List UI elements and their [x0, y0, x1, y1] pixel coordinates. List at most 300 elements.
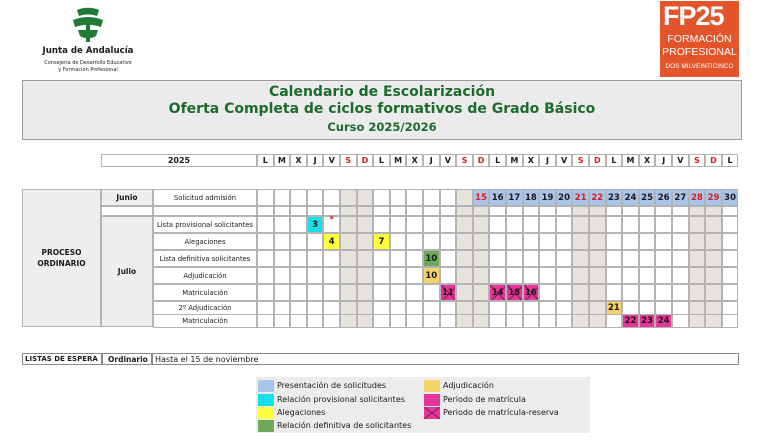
calendar-cell	[456, 267, 473, 284]
junio-day: 15	[473, 189, 490, 206]
calendar-cell	[456, 301, 473, 315]
calendar-cell	[274, 250, 291, 267]
fp25-line-formacion: FORMACIÓN	[667, 33, 732, 45]
calendar-cell	[473, 314, 490, 328]
legend-item-matricula	[424, 393, 526, 406]
calendar-cell	[672, 267, 689, 284]
calendar-cell	[373, 189, 390, 206]
calendar-cell	[539, 314, 556, 328]
spacer-cell	[589, 206, 606, 216]
calendar-cell	[290, 233, 307, 250]
calendar-cell	[523, 314, 540, 328]
calendar-cell	[323, 189, 340, 206]
calendar-cell	[423, 189, 440, 206]
calendar-cell	[689, 216, 706, 233]
calendar-cell	[357, 267, 374, 284]
calendar-cell	[406, 301, 423, 315]
legend-label: Periodo de matrícula	[443, 395, 526, 404]
weekday-header: L	[489, 154, 506, 167]
calendar-cell	[323, 250, 340, 267]
calendar-cell	[589, 233, 606, 250]
weekday-header: V	[323, 154, 340, 167]
calendar-cell	[506, 267, 523, 284]
calendar-cell	[340, 267, 357, 284]
spacer-cell	[523, 206, 540, 216]
legend-item-alegaciones	[258, 406, 325, 419]
spacer-cell	[153, 206, 257, 216]
calendar-cell	[722, 250, 739, 267]
calendar-cell	[440, 267, 457, 284]
calendar-cell	[606, 250, 623, 267]
calendar-cell	[290, 216, 307, 233]
calendar-cell	[440, 216, 457, 233]
calendar-cell	[274, 284, 291, 301]
calendar-cell	[390, 233, 407, 250]
calendar-cell	[689, 233, 706, 250]
calendar-cell	[705, 301, 722, 315]
calendar-cell	[440, 250, 457, 267]
legend-item-reserva	[424, 406, 559, 419]
calendar-cell	[606, 233, 623, 250]
calendar-cell	[323, 314, 340, 328]
calendar-cell	[323, 267, 340, 284]
calendar-cell	[307, 233, 324, 250]
calendar-cell	[274, 314, 291, 328]
fp25-wordmark: FP25	[663, 1, 724, 31]
event-matricula: 23	[639, 314, 656, 328]
spacer-cell	[572, 206, 589, 216]
calendar-cell	[440, 314, 457, 328]
calendar-cell	[622, 250, 639, 267]
junio-day: 29	[705, 189, 722, 206]
event-matricula: 22	[622, 314, 639, 328]
calendar-cell	[689, 301, 706, 315]
spacer-cell	[539, 206, 556, 216]
calendar-cell	[257, 189, 274, 206]
calendar-cell	[689, 284, 706, 301]
row-label: Solicitud admisión	[153, 189, 257, 206]
calendar-cell	[323, 284, 340, 301]
calendar-cell	[340, 189, 357, 206]
calendar-cell	[357, 189, 374, 206]
calendar-cell	[556, 267, 573, 284]
spacer-cell	[622, 206, 639, 216]
calendar-cell	[539, 233, 556, 250]
calendar-cell	[456, 216, 473, 233]
weekday-header: M	[622, 154, 639, 167]
calendar-cell	[722, 233, 739, 250]
calendar-cell	[357, 250, 374, 267]
calendar-cell	[340, 284, 357, 301]
spacer-cell	[357, 206, 374, 216]
calendar-cell	[572, 233, 589, 250]
calendar-cell	[307, 301, 324, 315]
calendar-cell	[373, 314, 390, 328]
spacer-cell	[340, 206, 357, 216]
weekday-header: D	[705, 154, 722, 167]
calendar-cell	[589, 216, 606, 233]
calendar-cell	[572, 301, 589, 315]
legend-swatch-provisional	[258, 394, 274, 406]
calendar-cell	[539, 250, 556, 267]
calendar-cell	[440, 189, 457, 206]
calendar-cell	[655, 301, 672, 315]
calendar-cell	[506, 301, 523, 315]
event-matricula: 24	[655, 314, 672, 328]
weekday-header: S	[572, 154, 589, 167]
calendar-cell	[655, 216, 672, 233]
weekday-header: X	[290, 154, 307, 167]
spacer-cell	[689, 206, 706, 216]
calendar-cell	[390, 301, 407, 315]
spacer-cell	[440, 206, 457, 216]
calendar-cell	[406, 216, 423, 233]
calendar-cell	[705, 216, 722, 233]
calendar-cell	[323, 301, 340, 315]
spacer-cell	[456, 206, 473, 216]
spacer-cell	[307, 206, 324, 216]
calendar-cell	[307, 284, 324, 301]
year-label: 2025	[101, 154, 257, 167]
weekday-header: X	[639, 154, 656, 167]
calendar-cell	[672, 250, 689, 267]
calendar-cell	[473, 216, 490, 233]
row-label: Adjudicación	[153, 267, 257, 284]
weekday-header: J	[423, 154, 440, 167]
junio-day: 22	[589, 189, 606, 206]
calendar-cell	[489, 250, 506, 267]
calendar-cell	[406, 250, 423, 267]
reserva-cross-icon	[424, 407, 440, 419]
weekday-header: J	[655, 154, 672, 167]
event-adjudicacion: 10	[423, 267, 440, 284]
calendar-cell	[440, 233, 457, 250]
calendar-cell	[456, 314, 473, 328]
calendar-cell	[340, 314, 357, 328]
calendar-cell	[274, 301, 291, 315]
legend-item-definitiva	[258, 419, 411, 432]
calendar-cell	[257, 314, 274, 328]
legend-swatch-reserva	[424, 407, 440, 419]
legend-swatch-definitiva	[258, 420, 274, 432]
calendar-cell	[473, 250, 490, 267]
calendar-cell	[655, 250, 672, 267]
calendar-cell	[423, 301, 440, 315]
calendar-cell	[390, 189, 407, 206]
calendar-cell	[622, 267, 639, 284]
calendar-cell	[274, 267, 291, 284]
spacer-cell	[257, 206, 274, 216]
proceso-ordinario-label: PROCESO ORDINARIO	[22, 189, 101, 327]
calendar-cell	[357, 216, 374, 233]
calendar-cell	[523, 301, 540, 315]
calendar-cell	[606, 216, 623, 233]
legend-swatch-matricula	[424, 394, 440, 406]
calendar-cell	[357, 284, 374, 301]
calendar-cell	[556, 216, 573, 233]
spacer-cell	[390, 206, 407, 216]
junio-day: 18	[523, 189, 540, 206]
calendar-cell	[556, 233, 573, 250]
calendar-cell	[456, 189, 473, 206]
junta-name: Junta de Andalucía	[42, 46, 134, 56]
junio-day: 21	[572, 189, 589, 206]
month-julio: Julio	[101, 216, 153, 327]
legend-label: Presentación de solicitudes	[277, 381, 387, 390]
calendar-cell	[539, 216, 556, 233]
calendar-cell	[672, 301, 689, 315]
calendar-cell	[290, 301, 307, 315]
calendar-cell	[373, 216, 390, 233]
legend-label: Relación provisional solicitantes	[277, 395, 405, 404]
calendar-cell	[406, 189, 423, 206]
waiting-list-value: Hasta el 15 de noviembre	[152, 353, 739, 365]
spacer-cell	[506, 206, 523, 216]
calendar-cell	[257, 250, 274, 267]
calendar-cell	[672, 284, 689, 301]
calendar-cell	[556, 250, 573, 267]
calendar-cell	[307, 189, 324, 206]
calendar-cell	[274, 233, 291, 250]
weekday-header: X	[523, 154, 540, 167]
junio-day: 30	[722, 189, 739, 206]
event-provisional: 3	[307, 216, 324, 233]
event-reserva: 16	[523, 284, 540, 301]
calendar-cell	[539, 301, 556, 315]
calendar-cell	[639, 250, 656, 267]
weekday-header: D	[473, 154, 490, 167]
weekday-header: V	[440, 154, 457, 167]
calendar-cell	[722, 267, 739, 284]
event-reserva: 15	[506, 284, 523, 301]
spacer-cell	[705, 206, 722, 216]
junta-consejeria-line1: Consejería de Desarrollo Educativo	[44, 60, 132, 66]
calendar-cell	[340, 301, 357, 315]
calendar-cell	[589, 250, 606, 267]
calendar-cell	[290, 189, 307, 206]
calendar-cell	[572, 216, 589, 233]
calendar-cell	[406, 284, 423, 301]
spacer-cell	[489, 206, 506, 216]
calendar-cell	[390, 284, 407, 301]
calendar-cell	[373, 267, 390, 284]
month-junio: Junio	[101, 189, 153, 206]
calendar-cell	[357, 233, 374, 250]
calendar-cell	[307, 267, 324, 284]
calendar-cell	[423, 216, 440, 233]
spacer-cell	[672, 206, 689, 216]
calendar-cell	[423, 233, 440, 250]
junio-day: 16	[489, 189, 506, 206]
calendar-cell	[606, 314, 623, 328]
weekday-header: V	[556, 154, 573, 167]
calendar-cell	[705, 267, 722, 284]
calendar-cell	[456, 250, 473, 267]
calendar-cell	[556, 314, 573, 328]
weekday-header: L	[606, 154, 623, 167]
calendar-cell	[523, 250, 540, 267]
calendar-cell	[506, 314, 523, 328]
calendar-cell	[390, 216, 407, 233]
calendar-cell	[722, 301, 739, 315]
spacer-cell	[423, 206, 440, 216]
calendar-cell	[705, 233, 722, 250]
calendar-cell	[257, 301, 274, 315]
note-asterisk: *	[329, 215, 335, 225]
legend-label: Relación definitiva de solicitantes	[277, 421, 412, 430]
calendar-cell	[622, 301, 639, 315]
calendar-cell	[639, 216, 656, 233]
calendar-cell	[440, 301, 457, 315]
calendar-cell	[639, 267, 656, 284]
weekday-header: M	[390, 154, 407, 167]
calendar-cell	[523, 216, 540, 233]
calendar-cell	[622, 284, 639, 301]
legend	[256, 377, 590, 433]
calendar-cell	[705, 250, 722, 267]
calendar-cell	[589, 301, 606, 315]
junio-day: 24	[622, 189, 639, 206]
calendar-cell	[473, 233, 490, 250]
weekday-header: M	[506, 154, 523, 167]
legend-label: Periodo de matrícula-reserva	[443, 408, 559, 417]
weekday-header: X	[406, 154, 423, 167]
weekday-header: L	[257, 154, 274, 167]
calendar-cell	[357, 301, 374, 315]
weekday-header: D	[357, 154, 374, 167]
event-alegaciones: 7	[373, 233, 390, 250]
legend-item-provisional	[258, 393, 405, 406]
row-label: Lista provisional solicitantes	[153, 216, 257, 233]
calendar-cell	[589, 267, 606, 284]
spacer-cell	[556, 206, 573, 216]
calendar-cell	[722, 284, 739, 301]
calendar-cell	[406, 233, 423, 250]
junio-day: 20	[556, 189, 573, 206]
spacer-cell	[655, 206, 672, 216]
calendar-cell	[274, 189, 291, 206]
junio-day: 27	[672, 189, 689, 206]
calendar-cell	[622, 216, 639, 233]
calendar-cell	[340, 216, 357, 233]
calendar-cell	[572, 284, 589, 301]
calendar-cell	[489, 314, 506, 328]
spacer-cell	[606, 206, 623, 216]
legend-label: Alegaciones	[277, 408, 326, 417]
calendar-cell	[655, 267, 672, 284]
calendar-cell	[373, 284, 390, 301]
event-reserva: 11	[440, 284, 457, 301]
calendar-cell	[456, 233, 473, 250]
legend-item-adjudicacion	[424, 379, 494, 392]
weekday-header: D	[589, 154, 606, 167]
calendar-cell	[705, 284, 722, 301]
weekday-header: J	[539, 154, 556, 167]
calendar-cell	[390, 267, 407, 284]
calendar-cell	[689, 267, 706, 284]
calendar-cell	[290, 314, 307, 328]
fp25-line-year: DOS MILVEINTICINCO	[665, 63, 734, 70]
calendar-cell	[556, 284, 573, 301]
junta-consejeria-line2: y Formación Profesional	[58, 67, 118, 73]
calendar-cell	[257, 216, 274, 233]
calendar-cell	[572, 314, 589, 328]
row-label: Matriculación	[153, 284, 257, 301]
weekday-header: S	[456, 154, 473, 167]
calendar-cell	[606, 284, 623, 301]
junio-day: 28	[689, 189, 706, 206]
calendar-cell	[406, 267, 423, 284]
calendar-cell	[672, 216, 689, 233]
row-label: 2º Adjudicación	[153, 301, 257, 315]
calendar-cell	[589, 284, 606, 301]
calendar-cell	[489, 267, 506, 284]
calendar-cell	[655, 233, 672, 250]
calendar-cell	[506, 216, 523, 233]
calendar-cell	[274, 216, 291, 233]
calendar-cell	[672, 314, 689, 328]
legend-swatch-alegaciones	[258, 407, 274, 419]
calendar-cell	[672, 233, 689, 250]
calendar-cell	[257, 284, 274, 301]
calendar-cell	[423, 314, 440, 328]
calendar-cell	[705, 314, 722, 328]
calendar-cell	[572, 267, 589, 284]
calendar-cell	[589, 314, 606, 328]
row-label: Alegaciones	[153, 233, 257, 250]
title-line2: Oferta Completa de ciclos formativos de Grado Básico	[168, 101, 596, 117]
weekday-header: J	[307, 154, 324, 167]
calendar-cell	[523, 267, 540, 284]
event-reserva: 14	[489, 284, 506, 301]
spacer-cell	[722, 206, 739, 216]
calendar-cell	[473, 301, 490, 315]
calendar-cell	[506, 233, 523, 250]
title-course: Curso 2025/2026	[327, 120, 437, 134]
calendar-cell	[373, 301, 390, 315]
calendar-cell	[539, 284, 556, 301]
junio-day: 19	[539, 189, 556, 206]
calendar-cell	[357, 314, 374, 328]
calendar-cell	[722, 314, 739, 328]
waiting-list-label: LISTAS DE ESPERA	[22, 353, 102, 365]
title-line1: Calendario de Escolarización	[268, 84, 496, 100]
row-label: Lista definitiva solicitantes	[153, 250, 257, 267]
legend-label: Adjudicación	[443, 381, 494, 390]
spacer-cell	[274, 206, 291, 216]
legend-item-presentacion	[258, 379, 386, 392]
calendar-cell	[390, 314, 407, 328]
calendar-cell	[290, 284, 307, 301]
calendar-cell	[456, 284, 473, 301]
event-adjudicacion: 21	[606, 301, 623, 315]
calendar-cell	[257, 267, 274, 284]
spacer-cell	[473, 206, 490, 216]
spacer-cell	[290, 206, 307, 216]
calendar-cell	[506, 250, 523, 267]
weekday-header: L	[373, 154, 390, 167]
waiting-list-type: Ordinario	[102, 353, 152, 365]
calendar-cell	[639, 233, 656, 250]
spacer-cell	[101, 206, 153, 216]
calendar-cell	[655, 284, 672, 301]
calendar-cell	[340, 250, 357, 267]
event-alegaciones: 4	[323, 233, 340, 250]
calendar-cell	[606, 267, 623, 284]
weekday-header: L	[722, 154, 739, 167]
calendar-cell	[390, 250, 407, 267]
calendar-cell	[473, 267, 490, 284]
